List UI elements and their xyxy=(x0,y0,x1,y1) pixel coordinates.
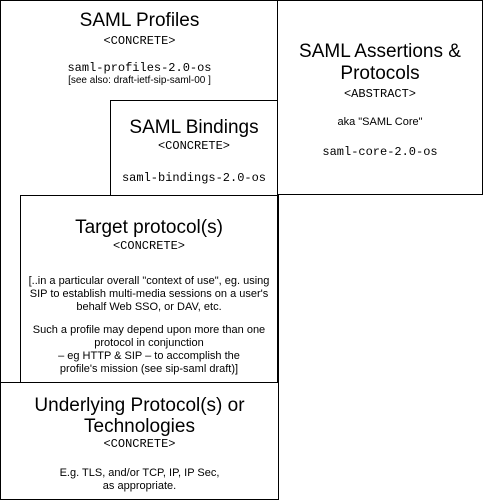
target-desc-line1: [..in a particular overall "context of use", eg. using xyxy=(28,275,270,287)
target-dep-line2: protocol in conjunction xyxy=(94,337,204,349)
saml-profiles-spec: saml-profiles-2.0-os xyxy=(67,61,212,75)
underlying-example-line1: E.g. TLS, and/or TCP, IP, IP Sec, xyxy=(59,467,220,479)
target-protocols-tag: <CONCRETE> xyxy=(112,239,185,253)
saml-bindings-spec: saml-bindings-2.0-os xyxy=(121,171,267,185)
saml-bindings-box xyxy=(110,100,278,196)
saml-assertions-title-line1: SAML Assertions & xyxy=(299,41,461,62)
saml-profiles-title: SAML Profiles xyxy=(79,10,200,31)
saml-profiles-note: [see also: draft-ietf-sip-saml-00 ] xyxy=(68,75,211,86)
saml-profiles-tag: <CONCRETE> xyxy=(103,34,176,48)
saml-assertions-tag: <ABSTRACT> xyxy=(343,87,416,101)
target-dep-line1: Such a profile may depend upon more than one xyxy=(32,324,266,336)
target-protocols-box xyxy=(20,195,278,384)
saml-assertions-spec: saml-core-2.0-os xyxy=(322,145,438,159)
saml-assertions-aka: aka "SAML Core" xyxy=(337,116,423,128)
saml-assertions-box xyxy=(277,0,483,195)
target-desc-line3: behalf Web SSO, or DAV, etc. xyxy=(76,301,222,313)
target-desc-line2: SIP to establish multi-media sessions on a user's xyxy=(29,288,269,300)
underlying-tag: <CONCRETE> xyxy=(103,437,176,451)
target-dep-line4: profile's mission (see sip-saml draft)] xyxy=(59,363,239,375)
underlying-title-line2: Technologies xyxy=(84,416,195,437)
underlying-example-line2: as appropriate. xyxy=(102,480,177,492)
saml-bindings-title: SAML Bindings xyxy=(129,117,259,138)
saml-bindings-tag: <CONCRETE> xyxy=(157,139,230,153)
underlying-title-line1: Underlying Protocol(s) or xyxy=(34,395,245,416)
saml-assertions-title-line2: Protocols xyxy=(340,63,420,84)
target-protocols-title: Target protocol(s) xyxy=(75,217,223,238)
target-dep-line3: – eg HTTP & SIP – to accomplish the xyxy=(58,350,240,362)
underlying-protocols-box xyxy=(0,382,279,500)
